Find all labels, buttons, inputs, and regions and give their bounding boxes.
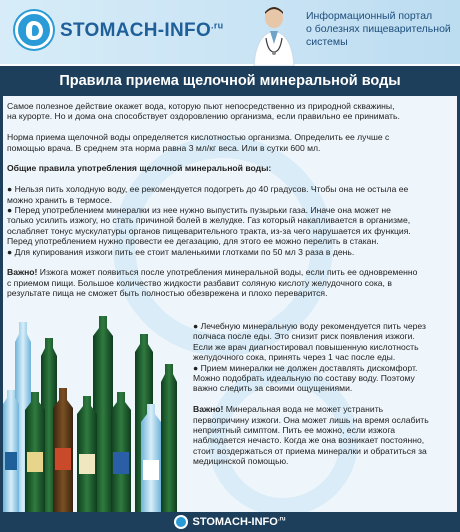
page-title: Правила приема щелочной минеральной воды (59, 73, 401, 89)
portal-line-1: Информационный портал (306, 10, 433, 22)
portal-line-2: о болезнях пищеварительной (306, 23, 451, 35)
site-header (0, 0, 460, 66)
intro-line-2: на курорте. Но и дома она способствует оздоровлению организма, если правильно ее принимать. (7, 111, 400, 122)
recommend-1-line-1: ● Лечебную минеральную воду рекомендуется пить через (193, 321, 426, 331)
site-logo-text[interactable] (60, 20, 223, 42)
recommend-1-line-2: полчаса после еды. Это снизит риск появления изжоги. (193, 331, 415, 342)
rule-1-line-2: можно хранить в термосе. (7, 194, 112, 205)
footer-logo-main: STOMACH-INFO (192, 516, 278, 528)
recommend-2-line-3: важно следить за своими ощущениями. (193, 383, 353, 394)
recommend-2-line-1: ● Прием минералки не должен доставлять дискомфорт. (193, 362, 418, 373)
portal-description (306, 10, 456, 49)
rule-1-line-1: ● Нельзя пить холодную воду, ее рекомендуется подогреть до 40 градусов. Чтобы она не остыла ее (7, 184, 409, 195)
footer-logo-text[interactable] (192, 516, 285, 528)
important-1-label: Важно! (7, 267, 38, 278)
norm-line-1: Норма приема щелочной воды определяется кислотностью организма. Определить ее лучше с (7, 132, 390, 143)
important-1-text: Изжога может появиться после употребления минеральной воды, если пить ее одновременно (37, 267, 418, 278)
rule-2-line-3: ослабляет тонус мускулатуры органов пищеварительного тракта, из-за чего нарушается их функция. (7, 225, 411, 236)
important-1-line-1 (7, 267, 453, 277)
title-bar (0, 66, 460, 96)
norm-line-2: помощью врача. В среднем эта норма равна 3 мл/кг веса. Или в сутки 600 мл. (7, 142, 321, 153)
bottle-6 (3, 390, 19, 512)
rules-heading: Общие правила употребления щелочной минеральной воды: (7, 163, 272, 174)
logo-text-suffix: .ru (211, 20, 224, 31)
article-text-top (7, 101, 453, 299)
recommend-2-line-2: Можно подобрать идеальную по составу воду. Поэтому (193, 373, 415, 384)
rule-2-line-2: только усилить изжогу, но стать причиной болей в желудке. Газ который накапливается в организме, (7, 215, 411, 226)
bottle-11 (141, 404, 161, 512)
important-2-text: Минеральная вода не может устранить (223, 404, 384, 415)
rule-2-line-1: ● Перед употреблением минералки из нее нужно выпустить пузырьки газа. Иначе она может не (7, 205, 391, 216)
doctor-illustration (248, 4, 300, 66)
important-2-line-3: неприятный симптом. Пить ее можно, если изжога (193, 425, 396, 436)
site-footer (0, 512, 460, 532)
mineral-water-bottles-image (3, 312, 191, 512)
rule-3-line-1: ● Для купирования изжоги пить ее стоит маленькими глотками по 50 мл 3 раза в день. (7, 246, 355, 257)
rule-2-line-4: Перед употреблением нужно провести ее дегазацию, для этого ее можно перелить в стакан. (7, 236, 379, 247)
important-1-line-2: с приемом пищи. Большое количество жидкости разбавит соляную кислоту желудочного сока, в (7, 277, 392, 288)
important-2-line-1 (193, 404, 455, 414)
important-2-label: Важно! (193, 404, 224, 415)
footer-logo-suffix: .ru (277, 516, 286, 523)
important-2-line-2: первопричину изжоги. Она может лишь на время ослабить (193, 414, 429, 425)
article-text-bottom (193, 321, 455, 467)
important-1-line-3: результате пища не сможет быть полностью обезврежена и плохо переварится. (7, 288, 328, 299)
logo-text-main: STOMACH-INFO (60, 20, 212, 41)
site-logo-icon[interactable] (15, 11, 53, 49)
footer-logo-icon[interactable] (174, 515, 188, 529)
recommend-1-line-3: Если же врач диагностировал повышенную кислотность (193, 341, 419, 352)
important-2-line-6: медицинской помощью. (193, 456, 289, 467)
important-2-line-4: наблюдается нечасто. Когда же она возникает постоянно, (193, 435, 425, 446)
recommend-1-line-4: желудочного сока, принять через 1 час после еды. (193, 352, 396, 363)
stomach-icon (26, 21, 43, 40)
article-content (3, 96, 457, 512)
important-2-line-5: стоит воздержаться от приема минералки и обратиться за (193, 445, 427, 456)
intro-line-1: Самое полезное действие окажет вода, которую пьют непосредственно из природной скважины, (7, 101, 395, 111)
bottle-5 (161, 364, 177, 512)
portal-line-3: системы (306, 36, 348, 48)
